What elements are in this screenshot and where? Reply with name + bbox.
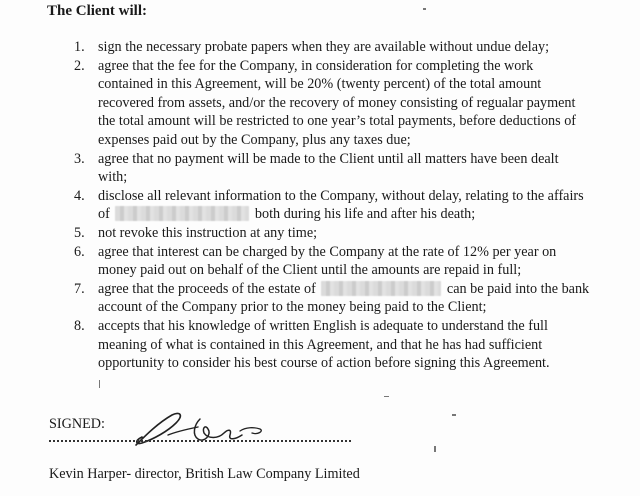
clause-5 — [60, 224, 590, 243]
signatory-name: Kevin Harper- director, British Law Company Limited — [49, 466, 360, 482]
redacted-name — [321, 281, 441, 296]
clause-number: 5. — [74, 224, 85, 241]
clause-number: 8. — [74, 317, 85, 334]
signed-label: SIGNED: — [49, 416, 105, 432]
clause-text: not revoke this instruction at any time; — [98, 224, 318, 241]
clause-1 — [60, 38, 590, 57]
signature-line — [49, 440, 351, 442]
scan-speck — [434, 446, 436, 452]
clause-text-end: can be paid into the bank account of the Company prior to the money being paid to the Client; — [98, 280, 590, 316]
clause-text: agree that interest can be charged by the Company at the rate of 12% per year on money paid out on behalf of the Client until the amounts are repaid in full; — [98, 243, 557, 279]
clause-text: accepts that his knowledge of written English is adequate to understand the full meaning of what is contained in this Agreement, and that he has had sufficient opportunity to consider his best course of action before signing this Agreement. — [98, 317, 550, 372]
section-heading: The Client will: — [47, 3, 147, 19]
scan-speck — [452, 414, 456, 416]
clause-list — [60, 38, 590, 373]
clause-4 — [60, 187, 590, 224]
clause-number: 7. — [74, 280, 85, 297]
clause-text-start: disclose all relevant information to the Company, without delay, relating to the affairs of — [98, 187, 584, 223]
clause-text: sign the necessary probate papers when they are available without undue delay; — [98, 39, 550, 55]
handwritten-signature — [128, 405, 278, 451]
clause-text-end: both during his life and after his death; — [254, 206, 476, 223]
clause-6 — [60, 243, 590, 280]
redacted-name — [115, 206, 249, 221]
clause-text: agree that the fee for the Company, in consideration for completing the work contained in this Agreement, will be 20% (twenty percent) of the total amount recovered from assets, and/or the recovery of money consisting of regualar payment the total amount will be restricted to one year’s total payments, before deductions of expenses paid out by the Company, plus any taxes due; — [98, 57, 577, 148]
clause-number: 6. — [74, 243, 85, 260]
clause-number: 1. — [74, 39, 85, 55]
clause-number: 2. — [74, 57, 85, 74]
scan-speck — [99, 380, 100, 388]
clause-text: agree that no payment will be made to the Client until all matters have been dealt with; — [98, 150, 559, 186]
clause-text-start: agree that the proceeds of the estate of — [98, 280, 316, 297]
scan-speck — [384, 396, 389, 397]
clause-2 — [60, 57, 590, 150]
clause-8 — [60, 317, 590, 373]
clause-number: 4. — [74, 187, 85, 204]
scan-speck — [423, 8, 426, 10]
clause-3 — [60, 150, 590, 187]
clause-number: 3. — [74, 150, 85, 167]
clause-7 — [60, 280, 590, 317]
